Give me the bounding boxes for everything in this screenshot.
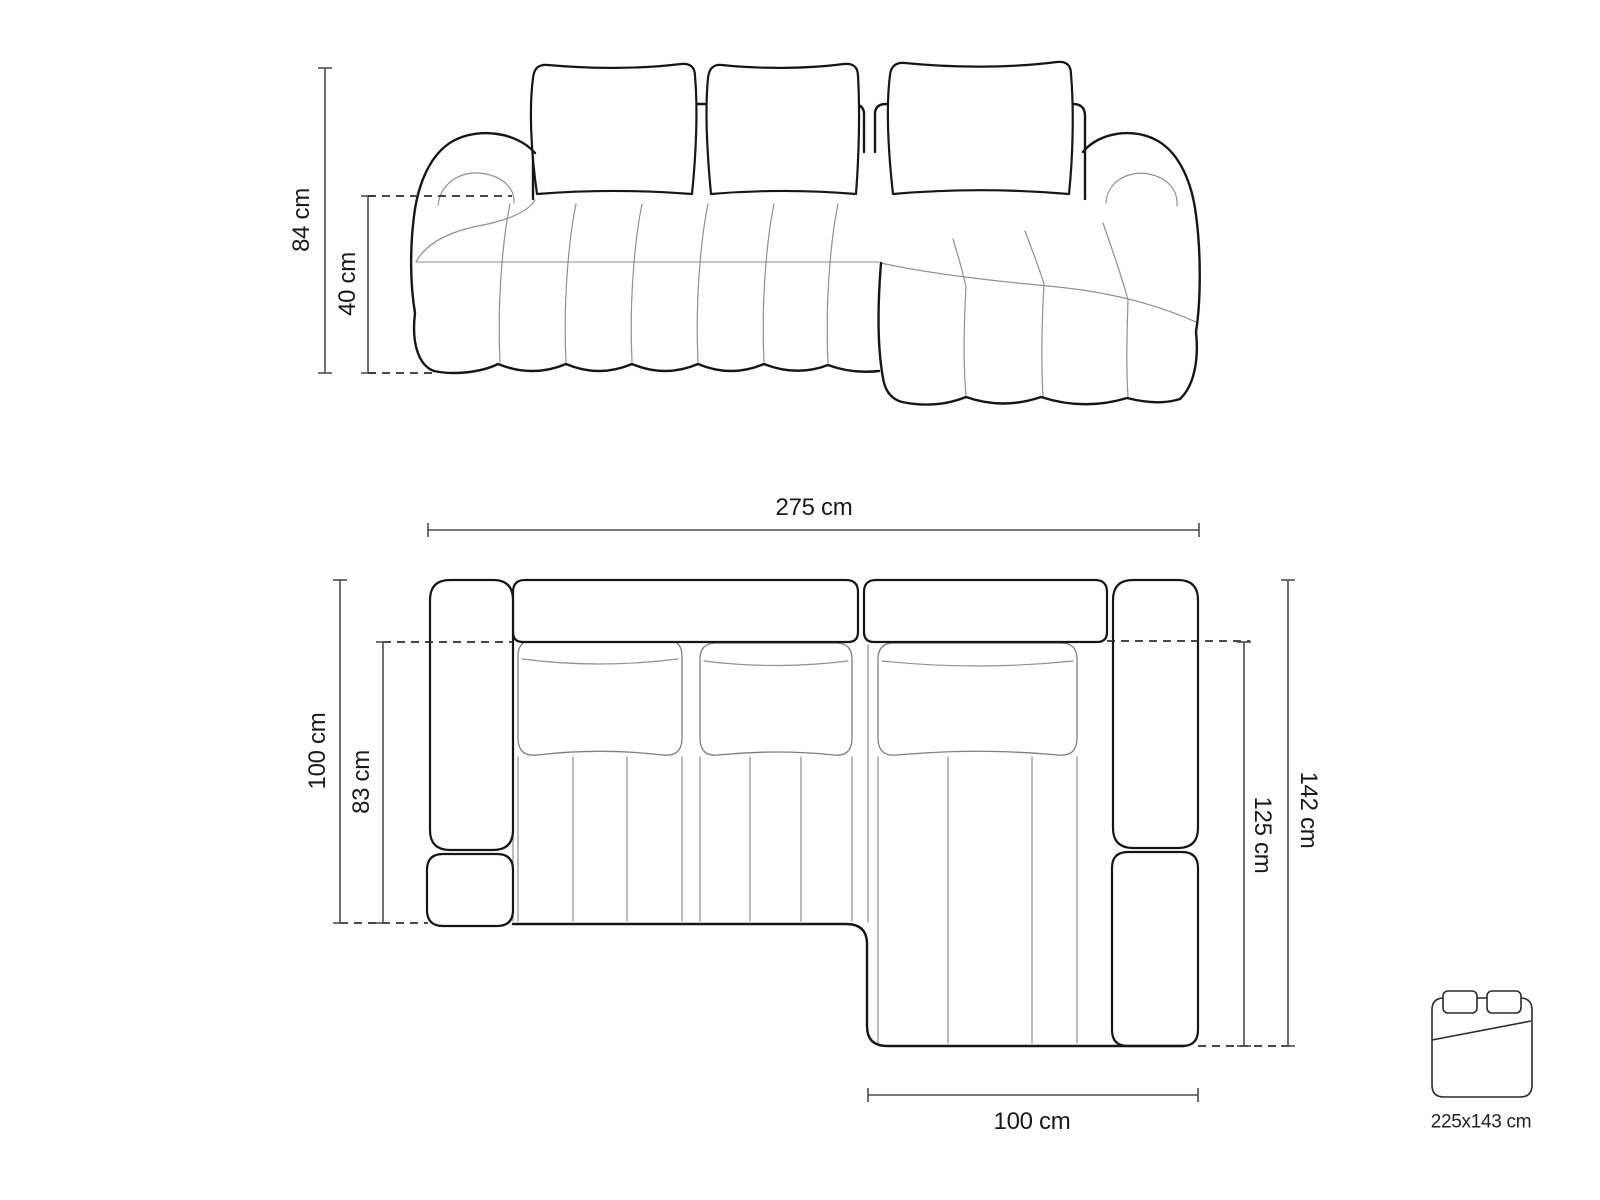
seat-cushion-left bbox=[518, 640, 682, 755]
top-total-depth-label: 142 cm bbox=[1295, 771, 1322, 849]
bed-icon bbox=[1432, 991, 1532, 1097]
seat-cushion-chaise bbox=[878, 643, 1077, 755]
armrest-right-top-view bbox=[1113, 580, 1198, 848]
sofa-top-view-drawing bbox=[427, 580, 1198, 1046]
sleeping-area-size-label: 225x143 cm bbox=[1430, 1111, 1532, 1133]
top-seat-depth-label: 83 cm bbox=[348, 750, 375, 814]
top-chaise-depth-label: 125 cm bbox=[1249, 796, 1276, 874]
top-chaise-width-label: 100 cm bbox=[993, 1108, 1071, 1135]
bed-pillow-left-icon bbox=[1443, 991, 1477, 1013]
armrest-left-top-view bbox=[430, 580, 513, 850]
top-sofa-depth-label: 100 cm bbox=[304, 712, 331, 790]
sofa-front-view-drawing bbox=[411, 62, 1200, 405]
front-seat-height-label: 40 cm bbox=[334, 252, 361, 316]
front-total-height-label: 84 cm bbox=[288, 188, 315, 252]
pillow-right bbox=[888, 62, 1073, 194]
seat-cushion-middle bbox=[700, 643, 852, 755]
pillow-left bbox=[531, 64, 697, 194]
top-total-width-label: 275 cm bbox=[775, 494, 853, 521]
bed-pillow-right-icon bbox=[1487, 991, 1521, 1013]
pillow-middle bbox=[707, 64, 859, 194]
